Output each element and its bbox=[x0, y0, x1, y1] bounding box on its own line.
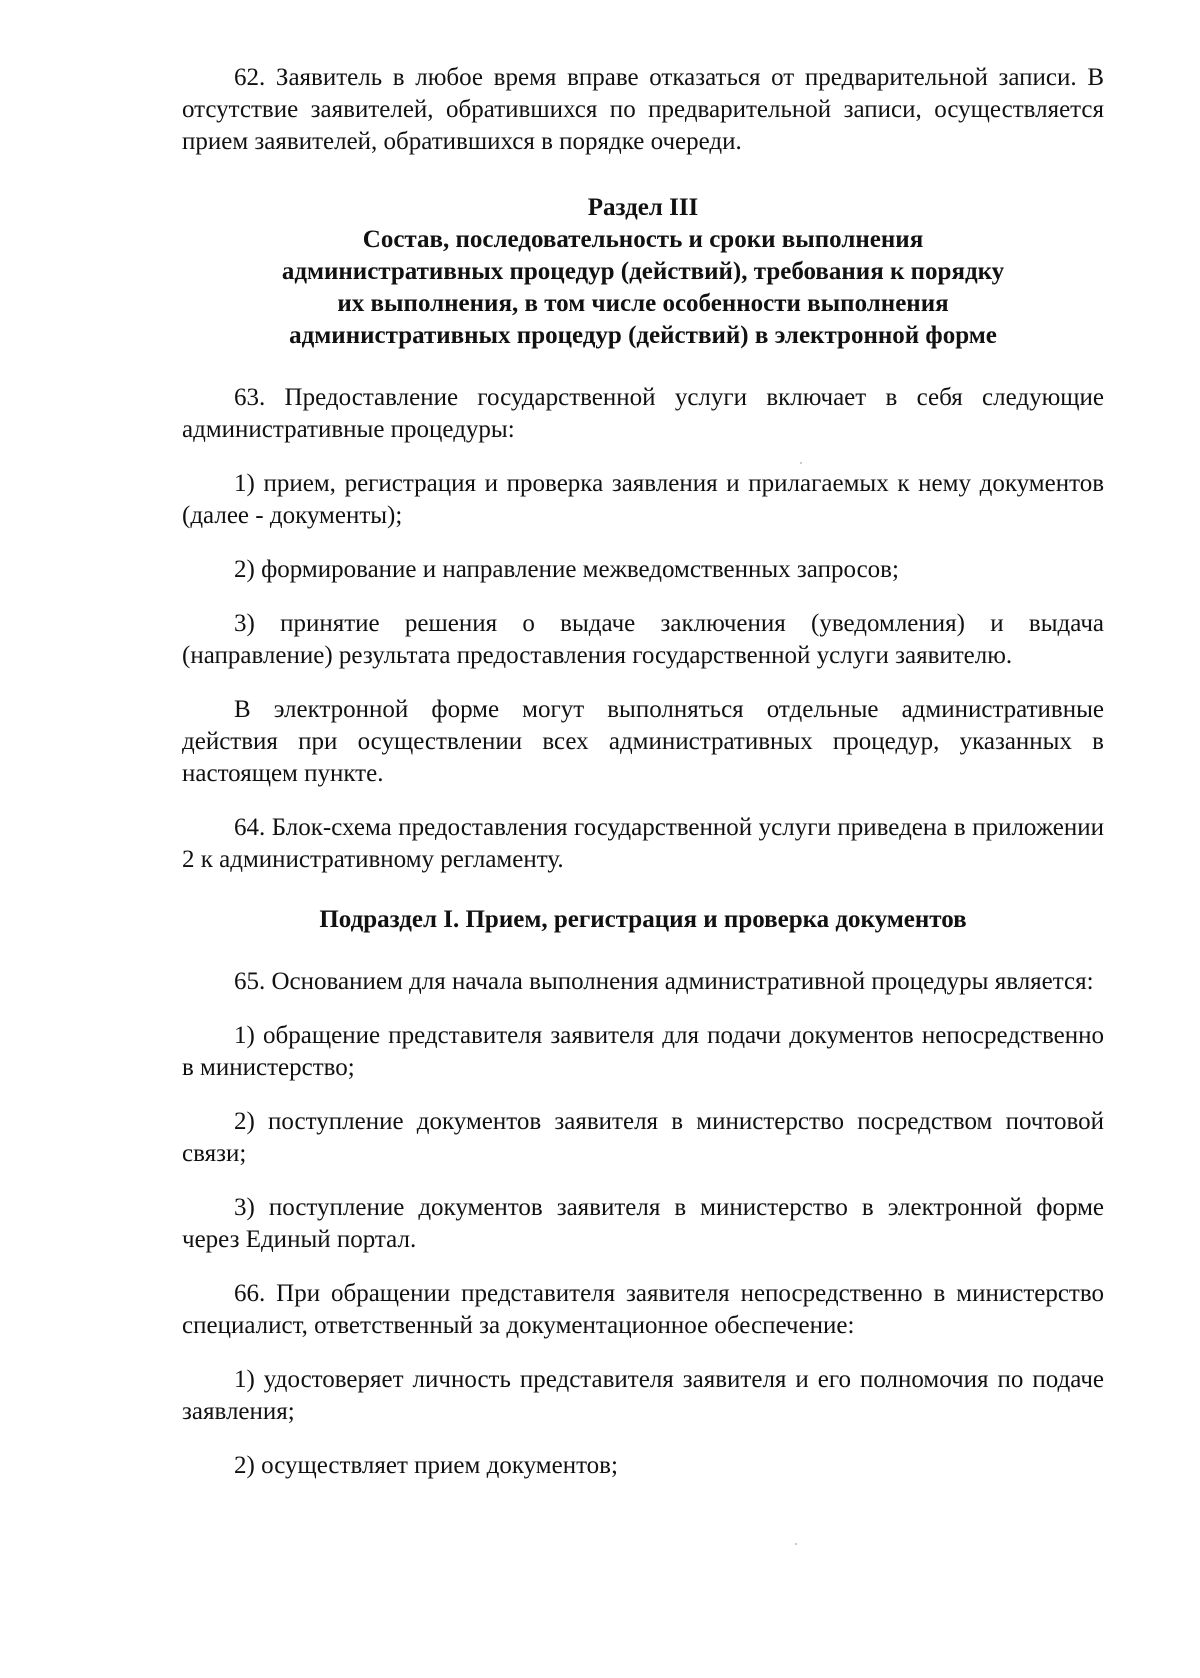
paragraph-65-item-2: 2) поступление документов заявителя в министерство посредством почтовой связи; bbox=[182, 1108, 1104, 1167]
paragraph-66: 66. При обращении представителя заявителя непосредственно в министерство специалист, ответственный за документационное обеспечение: bbox=[182, 1280, 1104, 1339]
paragraph-62: 62. Заявитель в любое время вправе отказаться от предварительной записи. В отсутствие заявителей, обратившихся по предварительной записи, осуществляется прием заявителей, обратившихся в порядке очереди. bbox=[182, 64, 1104, 155]
paragraph-66-item-1: 1) удостоверяет личность представителя заявителя и его полномочия по подаче заявления; bbox=[182, 1366, 1104, 1425]
section-subtitle-line-4: административных процедур (действий) в электронной форме bbox=[289, 322, 997, 349]
section-subtitle-line-1: Состав, последовательность и сроки выполнения bbox=[362, 226, 924, 253]
paragraph-63: 63. Предоставление государственной услуги включает в себя следующие административные процедуры: bbox=[182, 384, 1104, 443]
section-subtitle-line-2: административных процедур (действий), требования к порядку bbox=[281, 258, 1005, 285]
scan-speck bbox=[800, 462, 802, 464]
paragraph-63-item-1: 1) прием, регистрация и проверка заявления и прилагаемых к нему документов (далее - документы); bbox=[182, 470, 1104, 529]
paragraph-63-item-3: 3) принятие решения о выдаче заключения (уведомления) и выдача (направление) результата предоставления государственной услуги заявителю. bbox=[182, 610, 1104, 669]
section-subtitle-line-3: их выполнения, в том числе особенности выполнения bbox=[337, 290, 949, 317]
section-heading bbox=[182, 192, 1104, 352]
paragraph-66-item-2: 2) осуществляет прием документов; bbox=[234, 1452, 618, 1479]
paragraph-63-note: В электронной форме могут выполняться отдельные административные действия при осуществлении всех административных процедур, указанных в настоящем пункте. bbox=[182, 696, 1104, 787]
paragraph-63-item-2: 2) формирование и направление межведомственных запросов; bbox=[234, 556, 899, 583]
paragraph-65: 65. Основанием для начала выполнения административной процедуры является: bbox=[234, 968, 1094, 995]
paragraph-65-item-3: 3) поступление документов заявителя в министерство в электронной форме через Единый портал. bbox=[182, 1194, 1104, 1253]
paragraph-64: 64. Блок-схема предоставления государственной услуги приведена в приложении 2 к административному регламенту. bbox=[182, 814, 1104, 873]
scan-speck bbox=[795, 1543, 797, 1545]
subsection-heading: Подраздел I. Прием, регистрация и проверка документов bbox=[319, 906, 967, 933]
section-title: Раздел III bbox=[587, 194, 699, 221]
paragraph-65-item-1: 1) обращение представителя заявителя для подачи документов непосредственно в министерство; bbox=[182, 1022, 1104, 1081]
